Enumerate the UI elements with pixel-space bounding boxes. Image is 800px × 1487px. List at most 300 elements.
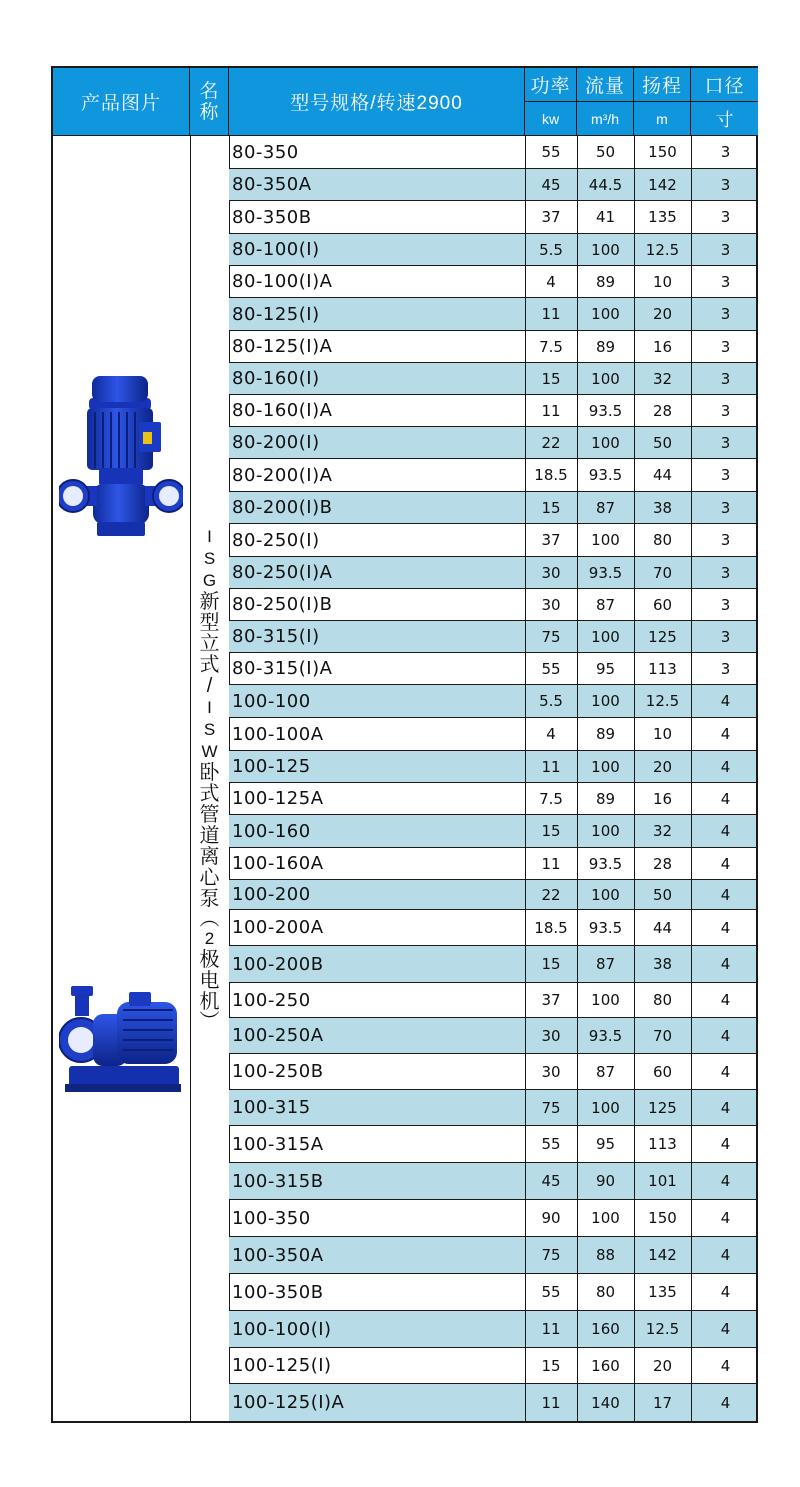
head-cell: 28 — [652, 854, 673, 873]
head-cell: 12.5 — [645, 240, 680, 259]
divider — [577, 983, 578, 1017]
header-name-char: 称 — [199, 101, 219, 123]
diameter-cell: 4 — [720, 854, 731, 873]
power-cell: 18.5 — [534, 466, 568, 484]
diameter-cell: 4 — [720, 918, 731, 937]
model-cell: 100-315 — [232, 1097, 311, 1118]
divider — [634, 266, 635, 297]
product-name-char: 式 — [199, 654, 220, 676]
divider — [691, 234, 692, 265]
flow-cell: 87 — [595, 498, 616, 517]
table-row — [229, 685, 756, 718]
divider — [634, 783, 635, 814]
head-cell: 20 — [652, 757, 673, 776]
power-cell: 15 — [541, 369, 561, 388]
divider — [634, 621, 635, 652]
divider — [634, 1090, 635, 1125]
flow-cell: 89 — [595, 272, 616, 291]
divider — [691, 1274, 692, 1310]
divider — [691, 589, 692, 620]
head-cell: 32 — [652, 369, 673, 388]
head-cell: 113 — [648, 1135, 677, 1153]
divider — [634, 1163, 635, 1199]
divider — [634, 983, 635, 1017]
model-cell: 80-350B — [232, 206, 312, 228]
divider — [691, 1018, 692, 1053]
model-cell: 80-125(I)A — [232, 336, 333, 357]
power-cell: 22 — [541, 885, 561, 904]
diameter-cell: 4 — [720, 1135, 731, 1153]
power-cell: 15 — [541, 822, 561, 840]
flow-cell: 100 — [591, 369, 620, 388]
head-cell: 142 — [648, 175, 677, 194]
divider — [577, 363, 578, 394]
divider — [634, 557, 635, 588]
model-cell: 80-350A — [232, 174, 312, 195]
power-cell: 55 — [541, 1283, 561, 1301]
power-cell: 15 — [541, 955, 561, 973]
table-row — [229, 363, 756, 395]
table-row — [229, 234, 756, 266]
head-cell: 20 — [652, 1356, 673, 1375]
head-cell: 20 — [652, 305, 673, 323]
divider — [577, 718, 578, 750]
divider — [634, 136, 635, 168]
model-cell: 80-125(I) — [232, 303, 320, 325]
divider — [577, 1090, 578, 1125]
head-cell: 70 — [652, 1026, 673, 1045]
divider — [577, 848, 578, 879]
header-name-char: 名 — [199, 80, 219, 102]
product-name-char: 心 — [199, 867, 220, 889]
table-row — [229, 946, 756, 983]
head-cell: 16 — [652, 337, 673, 356]
power-cell: 55 — [541, 659, 561, 678]
flow-cell: 44.5 — [588, 175, 623, 194]
model-cell: 100-125 — [232, 756, 311, 777]
divider — [577, 1018, 578, 1053]
table-row — [229, 783, 756, 815]
divider — [691, 653, 692, 684]
table-row — [229, 1090, 756, 1126]
model-cell: 80-200(I) — [232, 432, 320, 453]
divider — [634, 234, 635, 265]
head-cell: 135 — [648, 208, 677, 226]
product-name-char: 立 — [199, 633, 220, 655]
table-row — [229, 1054, 756, 1090]
table-row — [229, 983, 756, 1018]
divider — [525, 298, 526, 330]
divider — [577, 1311, 578, 1347]
divider — [525, 783, 526, 814]
head-cell: 38 — [652, 498, 673, 517]
flow-cell: 93.5 — [588, 563, 623, 582]
product-name-char: 道 — [199, 825, 220, 847]
flow-cell: 100 — [591, 885, 620, 904]
divider — [525, 718, 526, 750]
power-cell: 4 — [546, 272, 556, 291]
divider — [525, 1090, 526, 1125]
divider — [577, 331, 578, 362]
divider — [577, 459, 578, 491]
divider — [577, 1384, 578, 1421]
flow-cell: 100 — [591, 822, 620, 840]
model-cell: 100-200A — [232, 917, 324, 938]
model-cell: 100-160A — [232, 853, 324, 874]
table-row — [229, 136, 756, 169]
diameter-cell: 4 — [720, 692, 731, 710]
model-cell: 80-250(I) — [232, 529, 320, 551]
divider — [691, 983, 692, 1017]
header-model: 型号规格/转速2900 — [229, 68, 525, 136]
head-cell: 80 — [652, 991, 673, 1009]
divider — [577, 298, 578, 330]
divider — [577, 1348, 578, 1383]
diameter-cell: 4 — [720, 1356, 731, 1375]
divider — [525, 557, 526, 588]
divider — [525, 427, 526, 458]
head-cell: 38 — [652, 955, 673, 973]
divider — [577, 653, 578, 684]
flow-cell: 93.5 — [588, 854, 623, 873]
table-row — [229, 395, 756, 427]
product-name-char: 卧 — [199, 762, 220, 784]
model-cell: 80-315(I) — [232, 626, 320, 647]
divider — [634, 1126, 635, 1162]
power-cell: 30 — [541, 1026, 561, 1045]
divider — [577, 524, 578, 556]
power-cell: 75 — [541, 1246, 561, 1264]
flow-cell: 87 — [595, 1062, 616, 1081]
table-row — [229, 880, 756, 910]
power-cell: 30 — [541, 563, 561, 582]
table-row — [229, 524, 756, 557]
divider — [691, 492, 692, 523]
model-cell: 100-250A — [232, 1025, 324, 1046]
power-cell: 45 — [541, 1172, 561, 1190]
model-cell: 80-250(I)A — [232, 562, 333, 583]
head-cell: 60 — [652, 595, 673, 614]
head-cell: 101 — [648, 1172, 677, 1190]
head-cell: 12.5 — [645, 692, 680, 710]
model-cell: 100-100(I) — [232, 1318, 332, 1340]
divider — [525, 395, 526, 426]
divider — [525, 201, 526, 233]
head-cell: 28 — [652, 401, 673, 420]
flow-cell: 89 — [595, 789, 616, 808]
model-cell: 100-100 — [232, 690, 311, 712]
diameter-cell: 4 — [720, 1283, 731, 1301]
flow-cell: 93.5 — [588, 1026, 623, 1045]
model-cell: 100-200 — [232, 884, 311, 905]
product-name-char: 2 — [204, 929, 215, 948]
header-flow-unit: m³/h — [577, 102, 634, 136]
divider — [577, 685, 578, 717]
divider — [577, 492, 578, 523]
diameter-cell: 3 — [720, 659, 731, 678]
divider — [634, 201, 635, 233]
divider — [634, 880, 635, 909]
diameter-cell: 4 — [720, 1172, 731, 1190]
diameter-cell: 3 — [720, 498, 731, 517]
diameter-cell: 4 — [720, 1246, 731, 1264]
power-cell: 11 — [541, 401, 561, 420]
table-row — [229, 1237, 756, 1274]
divider — [577, 751, 578, 782]
table-row — [229, 718, 756, 751]
product-name-char: 离 — [199, 846, 220, 868]
diameter-cell: 3 — [720, 369, 731, 388]
divider — [691, 718, 692, 750]
divider — [634, 1384, 635, 1421]
divider — [525, 589, 526, 620]
product-name-char: 泵 — [199, 888, 220, 910]
divider — [525, 266, 526, 297]
divider — [634, 1237, 635, 1273]
table-row — [229, 815, 756, 848]
table-row — [229, 848, 756, 880]
power-cell: 11 — [541, 305, 561, 323]
head-cell: 113 — [648, 659, 677, 678]
header-power: 功率 — [525, 68, 577, 102]
head-cell: 142 — [648, 1246, 677, 1264]
divider — [525, 621, 526, 652]
flow-cell: 100 — [591, 692, 620, 710]
flow-cell: 95 — [595, 1135, 616, 1153]
divider — [691, 1237, 692, 1273]
table-row — [229, 331, 756, 363]
product-name-char: I — [207, 698, 212, 717]
model-cell: 80-160(I)A — [232, 400, 333, 421]
table-row — [229, 459, 756, 492]
power-cell: 30 — [541, 595, 561, 614]
flow-cell: 100 — [591, 627, 620, 646]
divider — [634, 751, 635, 782]
model-cell: 100-100A — [232, 723, 324, 745]
diameter-cell: 3 — [720, 272, 731, 291]
header-flow: 流量 — [577, 68, 634, 102]
model-cell: 100-125A — [232, 788, 324, 809]
divider — [691, 848, 692, 879]
model-cell: 100-200B — [232, 953, 324, 975]
divider — [691, 783, 692, 814]
divider — [691, 427, 692, 458]
table-row — [229, 1348, 756, 1384]
diameter-cell: 3 — [720, 337, 731, 356]
divider — [691, 751, 692, 782]
divider — [634, 848, 635, 879]
head-cell: 44 — [652, 466, 673, 484]
divider — [525, 331, 526, 362]
head-cell: 80 — [652, 531, 673, 549]
head-cell: 16 — [652, 789, 673, 808]
divider — [634, 1274, 635, 1310]
diameter-cell: 4 — [720, 991, 731, 1009]
table-row — [229, 1018, 756, 1054]
flow-cell: 100 — [591, 305, 620, 323]
table-row — [229, 653, 756, 685]
head-cell: 60 — [652, 1062, 673, 1081]
model-cell: 100-250B — [232, 1061, 324, 1082]
divider — [634, 331, 635, 362]
divider — [691, 1311, 692, 1347]
flow-cell: 93.5 — [588, 401, 623, 420]
flow-cell: 95 — [595, 659, 616, 678]
table-row — [229, 910, 756, 946]
divider — [577, 1200, 578, 1236]
model-cell: 80-200(I)B — [232, 497, 333, 518]
model-cell: 80-100(I)A — [232, 271, 333, 292]
divider — [634, 589, 635, 620]
divider — [691, 1348, 692, 1383]
power-cell: 37 — [541, 208, 561, 226]
flow-cell: 93.5 — [588, 918, 623, 937]
vertical-pump-icon — [59, 368, 183, 548]
diameter-cell: 3 — [720, 143, 731, 161]
divider — [525, 234, 526, 265]
divider — [691, 395, 692, 426]
divider — [525, 459, 526, 491]
power-cell: 55 — [541, 1135, 561, 1153]
divider — [525, 1054, 526, 1089]
divider — [525, 492, 526, 523]
header-diameter-unit: 寸 — [691, 102, 758, 136]
divider — [691, 136, 692, 168]
head-cell: 70 — [652, 563, 673, 582]
divider — [577, 395, 578, 426]
table-row — [229, 1163, 756, 1200]
divider — [577, 234, 578, 265]
head-cell: 150 — [648, 1209, 677, 1227]
model-cell: 80-160(I) — [232, 368, 320, 389]
head-cell: 50 — [652, 885, 673, 904]
divider — [691, 1200, 692, 1236]
divider — [525, 1018, 526, 1053]
flow-cell: 89 — [595, 725, 616, 743]
diameter-cell: 3 — [720, 466, 731, 484]
diameter-cell: 4 — [720, 789, 731, 808]
head-cell: 12.5 — [645, 1320, 680, 1338]
divider — [691, 685, 692, 717]
header-head-unit: m — [634, 102, 691, 136]
table-row — [229, 1126, 756, 1163]
model-cell: 100-125(I) — [232, 1355, 332, 1376]
divider — [577, 1237, 578, 1273]
diameter-cell: 4 — [720, 1320, 731, 1338]
power-cell: 11 — [541, 1393, 561, 1412]
divider — [525, 1348, 526, 1383]
head-cell: 10 — [652, 725, 673, 743]
diameter-cell: 3 — [720, 627, 731, 646]
divider — [634, 427, 635, 458]
product-name-char: 极 — [199, 949, 220, 971]
flow-cell: 160 — [591, 1320, 620, 1338]
model-cell: 80-250(I)B — [232, 594, 333, 615]
table-row — [229, 621, 756, 653]
model-cell: 100-350A — [232, 1244, 324, 1266]
product-name-char: W — [201, 742, 218, 761]
divider — [691, 1054, 692, 1089]
flow-cell: 89 — [595, 337, 616, 356]
power-cell: 15 — [541, 498, 561, 517]
flow-cell: 93.5 — [588, 466, 623, 484]
flow-cell: 88 — [595, 1246, 616, 1264]
divider — [525, 653, 526, 684]
diameter-cell: 4 — [720, 757, 731, 776]
divider — [577, 880, 578, 909]
model-cell: 80-350 — [232, 141, 299, 163]
product-name-char: I — [207, 527, 212, 546]
head-cell: 44 — [652, 918, 673, 937]
spec-table — [51, 66, 758, 1423]
divider — [634, 524, 635, 556]
product-name-char: S — [203, 549, 216, 568]
divider — [634, 946, 635, 982]
power-cell: 30 — [541, 1062, 561, 1081]
divider — [525, 751, 526, 782]
diameter-cell: 4 — [720, 822, 731, 840]
divider — [634, 1348, 635, 1383]
head-cell: 125 — [648, 1098, 677, 1117]
divider — [525, 1237, 526, 1273]
divider — [691, 524, 692, 556]
diameter-cell: 3 — [720, 595, 731, 614]
table-row — [229, 589, 756, 621]
model-cell: 100-160 — [232, 820, 311, 842]
head-cell: 150 — [648, 143, 677, 161]
divider — [577, 201, 578, 233]
diameter-cell: 4 — [720, 955, 731, 973]
product-name-char: 型 — [199, 612, 220, 634]
flow-cell: 80 — [595, 1283, 616, 1301]
diameter-cell: 3 — [720, 563, 731, 582]
flow-cell: 100 — [591, 1209, 620, 1227]
diameter-cell: 4 — [720, 1062, 731, 1081]
model-cell: 100-315B — [232, 1170, 324, 1192]
divider — [525, 363, 526, 394]
product-name-char: G — [202, 571, 217, 590]
power-cell: 15 — [541, 1356, 561, 1375]
flow-cell: 100 — [591, 1098, 620, 1117]
divider — [634, 363, 635, 394]
product-name-char: S — [203, 720, 216, 739]
divider — [577, 136, 578, 168]
power-cell: 4 — [546, 725, 556, 743]
flow-cell: 100 — [591, 433, 620, 452]
model-cell: 100-250 — [232, 989, 311, 1011]
divider — [525, 983, 526, 1017]
divider — [525, 848, 526, 879]
divider — [634, 169, 635, 200]
divider — [577, 589, 578, 620]
product-name-char: ︵ — [199, 908, 220, 930]
power-cell: 7.5 — [539, 337, 563, 356]
diameter-cell: 3 — [720, 175, 731, 194]
divider — [691, 557, 692, 588]
power-cell: 37 — [541, 991, 561, 1009]
divider — [691, 266, 692, 297]
product-name-char: 机 — [199, 991, 220, 1013]
flow-cell: 160 — [591, 1356, 620, 1375]
product-name-char: 式 — [199, 783, 220, 805]
power-cell: 7.5 — [539, 789, 563, 808]
divider — [577, 1274, 578, 1310]
model-cell: 100-350 — [232, 1207, 311, 1229]
divider — [577, 621, 578, 652]
diameter-cell: 3 — [720, 208, 731, 226]
product-name-char: / — [206, 675, 213, 697]
diameter-cell: 4 — [720, 725, 731, 743]
